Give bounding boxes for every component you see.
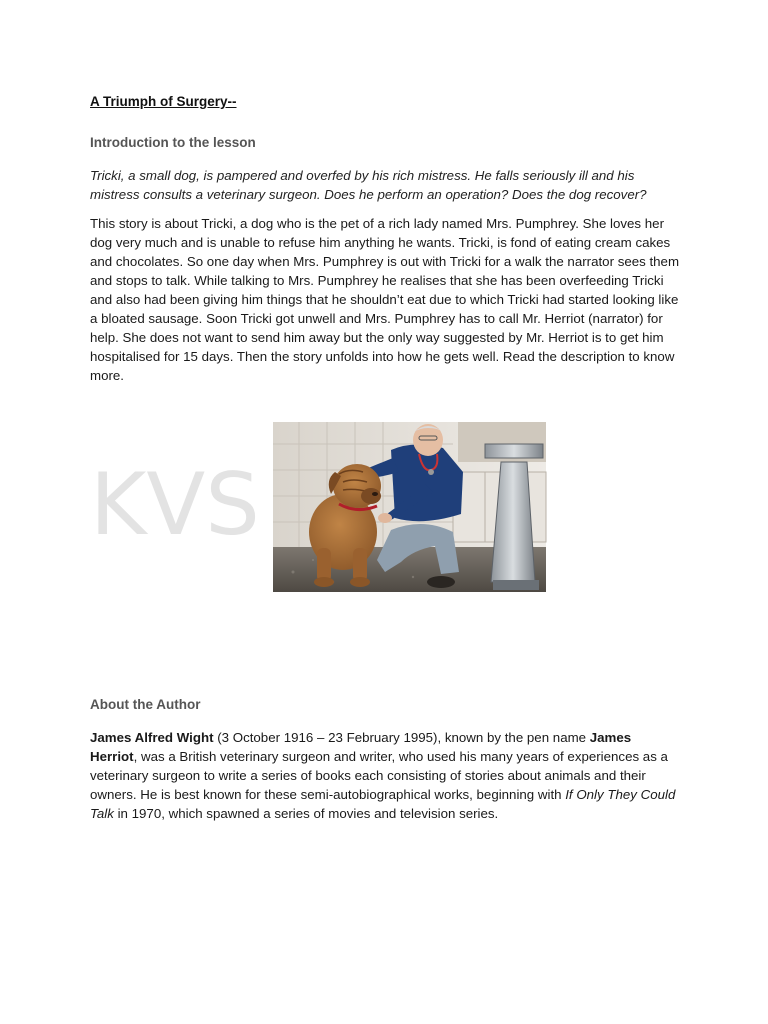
- author-bio-part1: (3 October 1916 – 23 February 1995), known by the pen name: [213, 730, 590, 745]
- lesson-title: [90, 94, 237, 109]
- author-pen-name: James Herriot: [90, 730, 632, 764]
- author-real-name: James Alfred Wight: [90, 730, 214, 745]
- story-paragraph: This story is about Tricki, a dog who is the pet of a rich lady named Mrs. Pumphrey. She loves her dog very much and is unable to refuse him anything he wants. Tricki, is fond of eating cream cakes and chocolates. So one day when Mrs. Pumphrey is out with Tricki for a walk the narrator sees them and stops to talk. While talking to Mrs. Pumphrey he realises that she has been overfeeding Tricki and also had been giving him things that he shouldn’t eat due to which Tricki had started looking like a bloated sausage. Soon Tricki got unwell and Mrs. Pumphrey has to call Mr. Herriot (narrator) for help. She does not want to send him away but the only way suggested by Mr. Herriot is to get him hospitalised for 15 days. Then the story unfolds into how he gets well. Read the description to know more.: [90, 216, 680, 383]
- intro-summary: Tricki, a small dog, is pampered and overfed by his rich mistress. He falls seriously ill and his mistress consults a veterinary surgeon. Does he perform an operation? Does the dog recover?: [90, 168, 647, 202]
- author-heading: About the Author: [90, 697, 201, 712]
- kvs-watermark: KVS: [90, 455, 260, 555]
- intro-heading: Introduction to the lesson: [90, 135, 256, 150]
- author-bio-part3: in 1970, which spawned a series of movies and television series.: [113, 806, 499, 821]
- author-bio: [90, 728, 680, 823]
- vet-with-dog-photo: [273, 422, 546, 592]
- author-bio-part2: , was a British veterinary surgeon and writer, who used his many years of experiences as a veterinary surgeon to write a series of books each consisting of stories about animals and their owners. He is best known for these semi-autobiographical works, beginning with: [90, 749, 668, 802]
- lesson-title-suffix: --: [227, 94, 237, 109]
- lesson-title-text: A Triumph of Surgery: [90, 94, 228, 109]
- book-title: If Only They Could Talk: [90, 787, 676, 821]
